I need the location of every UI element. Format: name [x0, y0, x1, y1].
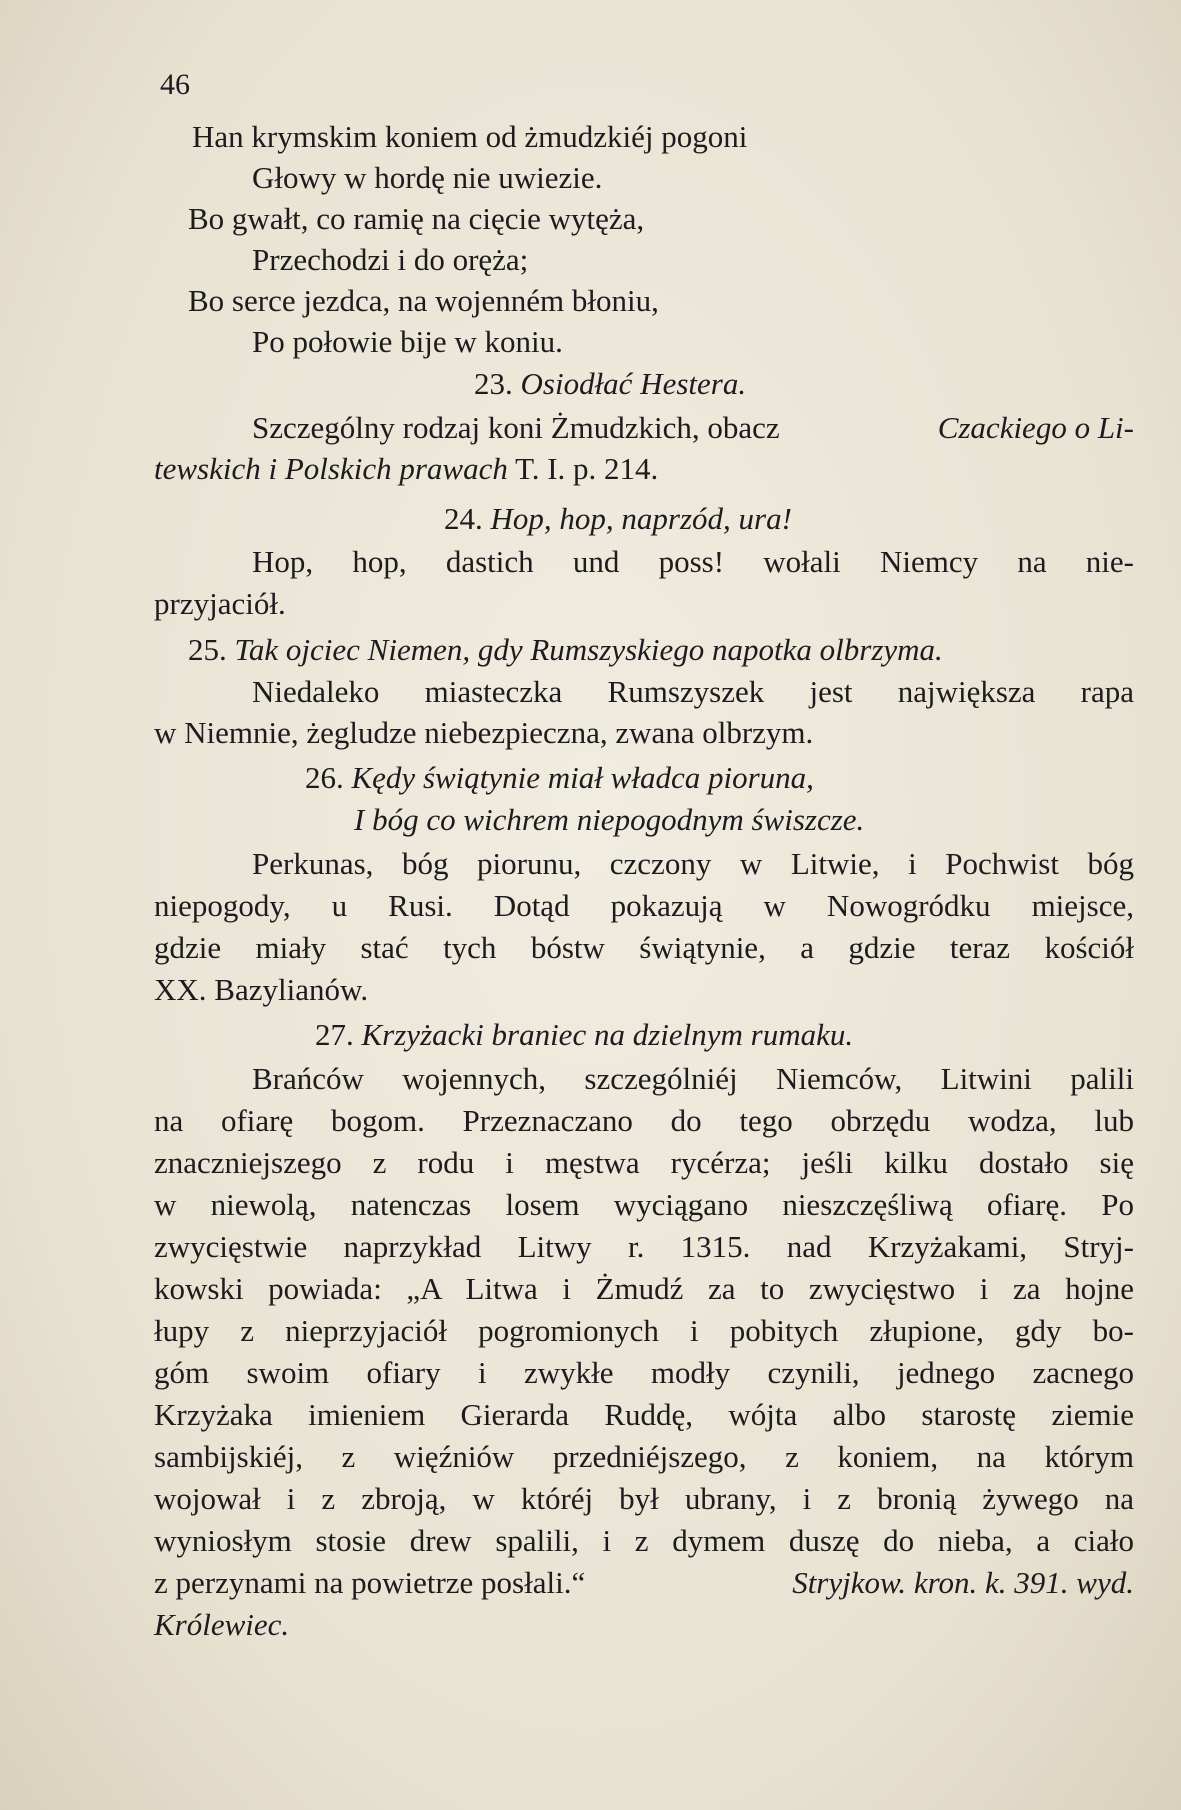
verse-line: Po połowie bije w koniu. — [252, 324, 563, 359]
note-text: T. I. p. 214. — [515, 451, 659, 486]
verse-line: Głowy w hordę nie uwiezie. — [252, 160, 603, 195]
note-23-line-2 — [154, 450, 658, 488]
note-24-heading-line — [444, 500, 792, 538]
page-number: 46 — [160, 68, 190, 101]
note-26-heading-line — [305, 759, 814, 797]
note-text: łupy z nieprzyjaciół pogromionych i pobitych złupione, gdy bo- — [154, 1313, 1134, 1348]
note-text: Szczególny rodzaj koni Żmudzkich, obacz — [252, 410, 780, 445]
note-text: XX. Bazylianów. — [154, 972, 369, 1007]
note-text: przyjaciół. — [154, 586, 286, 621]
note-heading: Hop, hop, naprzód, ura! — [490, 501, 792, 536]
note-heading: Krzyżacki braniec na dzielnym rumaku. — [361, 1017, 854, 1052]
note-text: kowski powiada: „A Litwa i Żmudź za to zwycięstwo i za hojne — [154, 1271, 1134, 1306]
note-heading: Tak ojciec Niemen, gdy Rumszyskiego napotka olbrzyma. — [234, 632, 943, 667]
note-text: niepogody, u Rusi. Dotąd pokazują w Nowogródku miejsce, — [154, 888, 1134, 923]
note-number: 27. — [315, 1017, 354, 1052]
note-text: na ofiarę bogom. Przeznaczano do tego obrzędu wodza, lub — [154, 1103, 1134, 1138]
note-27-heading-line — [315, 1016, 853, 1054]
note-text: znaczniejszego z rodu i męstwa rycérza; jeśli kilku dostało się — [154, 1145, 1134, 1180]
note-number: 23. — [474, 366, 513, 401]
note-text: w Niemnie, żegludze niebezpieczna, zwana olbrzym. — [154, 715, 814, 750]
verse-line: Bo gwałt, co ramię na cięcie wytęża, — [188, 201, 645, 236]
note-text: Krzyżaka imieniem Gierarda Ruddę, wójta albo starostę ziemie — [154, 1397, 1134, 1432]
note-citation: tewskich i Polskich prawach — [154, 451, 508, 486]
note-citation: Stryjkow. kron. k. 391. wyd. — [792, 1565, 1134, 1600]
note-23-line-1 — [252, 409, 1134, 447]
note-number: 24. — [444, 501, 483, 536]
note-text: z perzynami na powietrze posłali.“ — [154, 1565, 586, 1600]
note-text: w niewolą, natenczas losem wyciągano nieszczęśliwą ofiarę. Po — [154, 1187, 1134, 1222]
note-text: Hop, hop, dastich und poss! wołali Niemcy na nie- — [252, 544, 1134, 579]
note-23-heading-line — [474, 365, 746, 403]
note-text: Perkunas, bóg piorunu, czczony w Litwie, i Pochwist bóg — [252, 846, 1134, 881]
note-text: Brańców wojennych, szczególniéj Niemców, Litwini palili — [252, 1061, 1134, 1096]
note-heading: Kędy świątynie miał władca pioruna, — [351, 760, 814, 795]
note-number: 26. — [305, 760, 344, 795]
note-text: wojował i z zbroją, w któréj był ubrany, i z bronią żywego na — [154, 1481, 1134, 1516]
verse-line: Bo serce jezdca, na wojenném błoniu, — [188, 283, 659, 318]
note-25-heading-line — [188, 631, 943, 669]
note-text: góm swoim ofiary i zwykłe modły czynili, jednego zacnego — [154, 1355, 1134, 1390]
note-text: Niedaleko miasteczka Rumszyszek jest największa rapa — [252, 674, 1134, 709]
note-heading: I bóg co wichrem niepogodnym świszcze. — [354, 802, 865, 837]
note-text: gdzie miały stać tych bóstw świątynie, a gdzie teraz kościół — [154, 930, 1134, 965]
note-number: 25. — [188, 632, 227, 667]
note-27-last-line — [154, 1564, 1134, 1602]
note-text: wyniosłym stosie drew spalili, i z dymem duszę do nieba, a ciało — [154, 1523, 1134, 1558]
note-citation: Królewiec. — [154, 1607, 290, 1642]
verse-line: Przechodzi i do oręża; — [252, 242, 529, 277]
note-citation: Czackiego o Li- — [937, 410, 1134, 445]
note-text: sambijskiéj, z więźniów przedniéjszego, z koniem, na którym — [154, 1439, 1134, 1474]
note-text: zwycięstwie naprzykład Litwy r. 1315. nad Krzyżakami, Stryj- — [154, 1229, 1134, 1264]
verse-line: Han krymskim koniem od żmudzkiéj pogoni — [192, 119, 748, 154]
note-heading: Osiodłać Hestera. — [520, 366, 747, 401]
